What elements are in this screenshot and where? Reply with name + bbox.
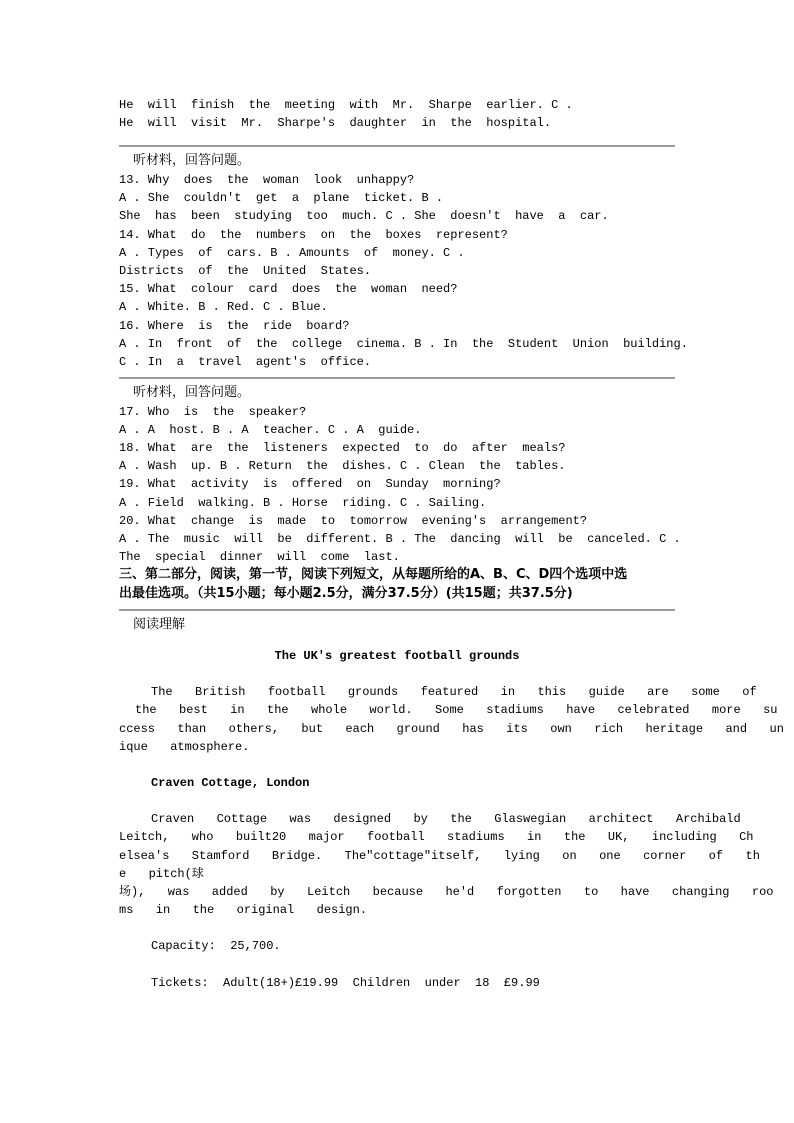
text-line: He will finish the meeting with Mr. Sharpe earlier. C . bbox=[119, 98, 573, 112]
option-line: A . In front of the college cinema. B . In the Student Union building. bbox=[119, 336, 688, 351]
question-line: 15. What colour card does the woman need? bbox=[119, 282, 458, 297]
paragraph-line: elsea's Stamford Bridge. The"cottage"itself, lying on one corner of th bbox=[119, 848, 760, 863]
section-heading: 听材料，回答问题。 bbox=[133, 153, 251, 169]
option-line: A . She couldn't get a plane ticket. B . bbox=[119, 191, 444, 206]
text-line: He will visit Mr. Sharpe's daughter in the hospital. bbox=[119, 116, 552, 131]
paragraph-line: ccess than others, but each ground has its own rich heritage and un bbox=[119, 721, 784, 736]
question-line: 19. What activity is offered on Sunday morning? bbox=[119, 477, 501, 492]
section-divider bbox=[119, 609, 675, 611]
option-line: A . The music will be different. B . The dancing will be canceled. C . bbox=[119, 532, 681, 547]
capacity-text: Capacity: 25,700. bbox=[151, 939, 281, 954]
option-line: A . A host. B . A teacher. C . A guide. bbox=[119, 422, 422, 437]
question-line: 14. What do the numbers on the boxes represent? bbox=[119, 227, 508, 242]
option-line: C . In a travel agent's office. bbox=[119, 354, 372, 369]
article-paragraph bbox=[119, 683, 784, 756]
section-divider bbox=[119, 377, 675, 379]
option-line: She has been studying too much. C . She doesn't have a car. bbox=[119, 209, 609, 224]
option-line: The special dinner will come last. bbox=[119, 550, 400, 565]
option-line: A . White. B . Red. C . Blue. bbox=[119, 300, 328, 315]
document-page bbox=[119, 96, 784, 992]
article-paragraph bbox=[119, 810, 774, 919]
paragraph-line: Craven Cottage was designed by the Glaswegian architect Archibald bbox=[151, 812, 741, 827]
tickets-text: Tickets: Adult(18+)£19.99 Children under 18 £9.99 bbox=[151, 975, 540, 990]
paragraph-line: The British football grounds featured in this guide are some of bbox=[151, 685, 757, 700]
part-instruction: 三、第二部分，阅读，第一节，阅读下列短文，从每题所给的A、B、C、D四个选项中选 bbox=[119, 567, 628, 583]
question-line: 13. Why does the woman look unhappy? bbox=[119, 172, 415, 187]
question-line: 18. What are the listeners expected to do after meals? bbox=[119, 441, 566, 456]
option-line: Districts of the United States. bbox=[119, 263, 372, 278]
option-line: A . Field walking. B . Horse riding. C . Sailing. bbox=[119, 495, 487, 510]
question-line: 20. What change is made to tomorrow evening's arrangement? bbox=[119, 513, 588, 528]
paragraph-line: the best in the whole world. Some stadiums have celebrated more su bbox=[135, 703, 778, 718]
section-subheading: Craven Cottage, London bbox=[151, 775, 310, 790]
option-line: A . Types of cars. B . Amounts of money. C . bbox=[119, 245, 465, 260]
question-line: 16. Where is the ride board? bbox=[119, 318, 350, 333]
paragraph-line: Leitch, who built20 major football stadiums in the UK, including Ch bbox=[119, 830, 754, 845]
article-title: The UK's greatest football grounds bbox=[274, 648, 520, 663]
section-heading: 阅读理解 bbox=[133, 617, 186, 633]
paragraph-line: ique atmosphere. bbox=[119, 739, 250, 754]
option-line: A . Wash up. B . Return the dishes. C . Clean the tables. bbox=[119, 459, 566, 474]
paragraph-line: e pitch(球 bbox=[119, 866, 204, 881]
part-instruction: 出最佳选项。（共15小题；每小题2.5分，满分37.5分）(共15题；共37.5分) bbox=[119, 585, 573, 601]
section-heading: 听材料，回答问题。 bbox=[133, 385, 251, 401]
question-line: 17. Who is the speaker? bbox=[119, 404, 307, 419]
paragraph-line: 场), was added by Leitch because he'd forgotten to have changing roo bbox=[119, 885, 774, 899]
section-divider bbox=[119, 145, 675, 147]
paragraph-line: ms in the original design. bbox=[119, 903, 368, 918]
